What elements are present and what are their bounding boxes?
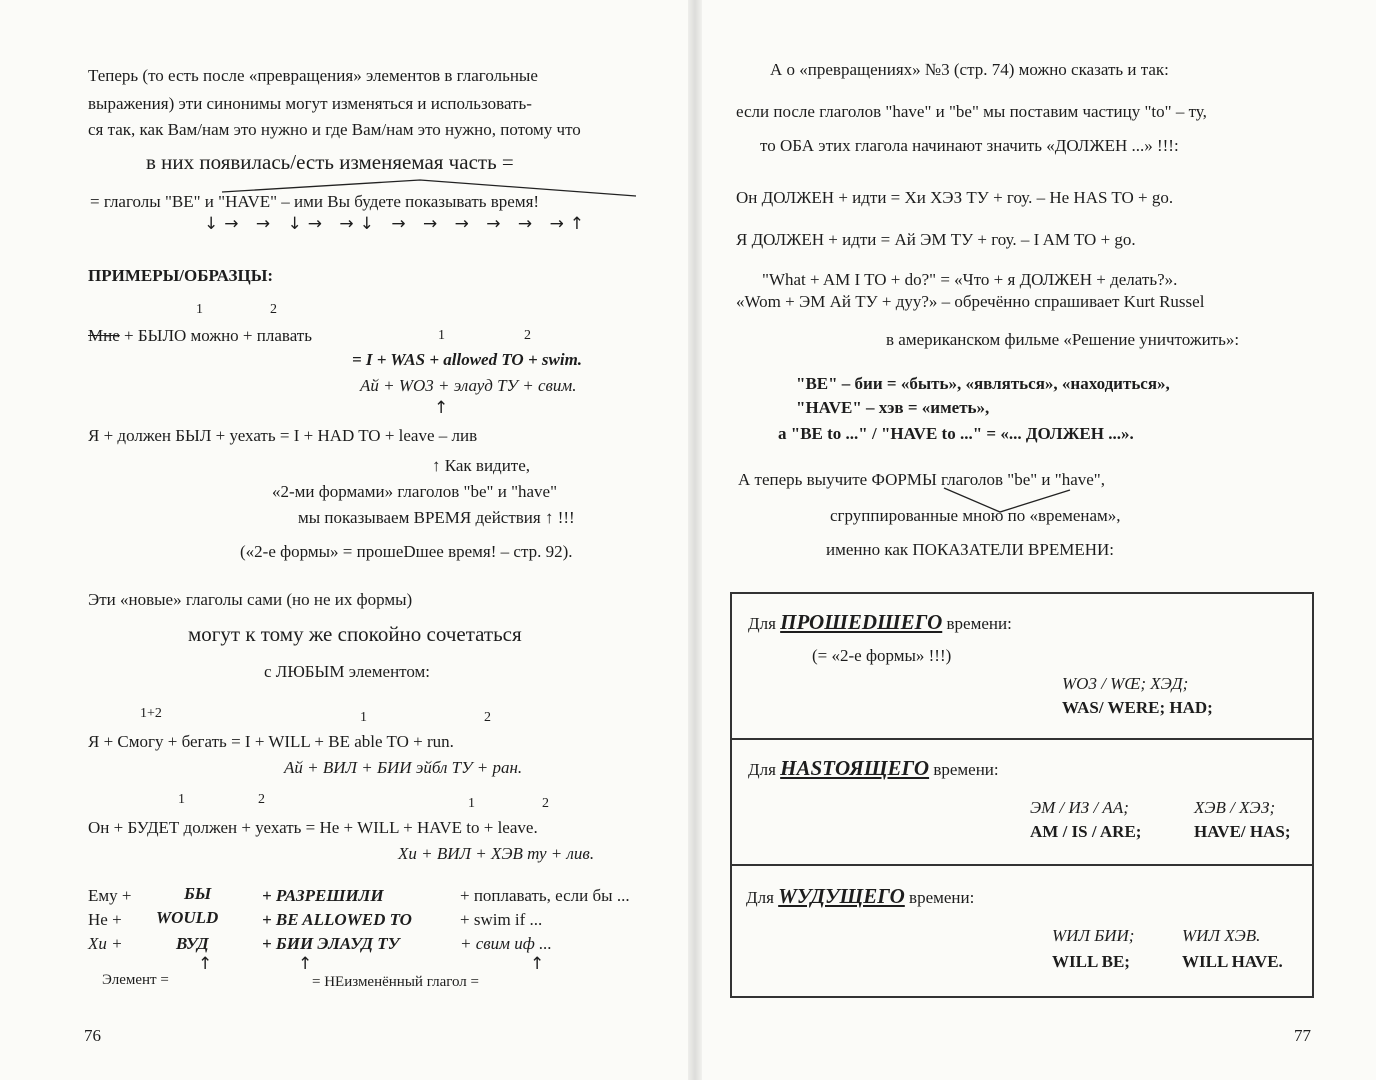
right-intro-3: то ОБА этих глагола начинают значить «ДОЛЖЕН ...» !!!: bbox=[760, 136, 1179, 155]
ex1-num-2: 2 bbox=[270, 302, 277, 317]
future-section bbox=[732, 864, 1312, 998]
ex3-num-3: 2 bbox=[484, 710, 491, 725]
ex1-num-4: 2 bbox=[524, 328, 531, 343]
intro-line-3: ся так, как Вам/нам это нужно и где Вам/нам это нужно, потому что bbox=[88, 120, 581, 139]
ex5-footnote-verb: = НЕизменённый глагол = bbox=[312, 974, 479, 990]
ex2-note-2: «2-ми формами» глаголов "be" и "have" bbox=[272, 482, 558, 501]
ex5-col4-row3: + свим иф ... bbox=[460, 934, 552, 953]
ex1-num-1: 1 bbox=[196, 302, 203, 317]
new-verbs-line-3: с ЛЮБЫМ элементом: bbox=[264, 662, 431, 681]
ex3-num-1: 1+2 bbox=[140, 706, 162, 721]
ex5-up-arrow-1: ↑ bbox=[198, 954, 213, 974]
ex5-col4-row2: + swim if ... bbox=[460, 910, 543, 929]
learn-forms-3: именно как ПОКАЗАТЕЛИ ВРЕМЕНИ: bbox=[826, 540, 1115, 559]
ex1-crossed-word: Мне bbox=[88, 326, 120, 345]
ex4-num-2: 2 bbox=[258, 792, 265, 807]
must-sentence-1: Он ДОЛЖЕН + идти = Хи ХЭЗ ТУ + гоу. – He HAS TO + go. bbox=[736, 188, 1174, 207]
present-transcription-be: ЭМ / ИЗ / АА; bbox=[1030, 798, 1129, 817]
ex3-line-2: Ай + ВИЛ + БИИ эйбл ТУ + ран. bbox=[284, 758, 523, 777]
past-label bbox=[748, 612, 1012, 634]
present-label-prefix: Для bbox=[748, 760, 776, 779]
right-intro-2: если после глаголов "have" и "be" мы поставим частицу "to" – ту, bbox=[736, 102, 1207, 121]
future-forms-have: WILL HAVE. bbox=[1182, 952, 1283, 971]
ex1-line-1 bbox=[88, 326, 312, 346]
right-intro-1: А о «превращениях» №3 (стр. 74) можно сказать и так: bbox=[770, 60, 1169, 79]
intro-line-2: выражения) эти синонимы могут изменяться и использовать- bbox=[88, 94, 532, 113]
ex5-col4-row1: + поплавать, если бы ... bbox=[460, 886, 630, 905]
ex2-note-1: ↑ Как видите, bbox=[432, 456, 531, 475]
present-transcription-have: ХЭВ / ХЭЗ; bbox=[1194, 798, 1276, 817]
book-gutter bbox=[688, 0, 702, 1080]
ex4-num-4: 2 bbox=[542, 796, 549, 811]
ex5-col3-row2: + BE ALLOWED TO bbox=[262, 910, 412, 929]
future-label bbox=[746, 886, 974, 908]
future-label-title: WУДУЩЕГО bbox=[778, 884, 905, 908]
must-sentence-5: в американском фильме «Решение уничтожить»: bbox=[886, 330, 1240, 349]
past-label-suffix: времени: bbox=[946, 614, 1012, 633]
ex5-col3-row1: + РАЗРЕШИЛИ bbox=[262, 886, 384, 905]
future-transcription-be: WИЛ БИИ; bbox=[1052, 926, 1135, 945]
ex5-col2-row2: WOULD bbox=[156, 908, 219, 927]
ex1-num-3: 1 bbox=[438, 328, 445, 343]
future-label-suffix: времени: bbox=[909, 888, 975, 907]
ex1-russian: + БЫЛО можно + плавать bbox=[124, 326, 312, 345]
ex4-line-2: Хи + ВИЛ + ХЭВ ту + лив. bbox=[398, 844, 595, 863]
examples-heading: ПРИМЕРЫ/ОБРАЗЦЫ: bbox=[88, 266, 274, 285]
ex5-up-arrow-3: ↑ bbox=[530, 954, 545, 974]
time-arrows: ↓→ → ↓→ →↓ → → → → → →↑ bbox=[204, 214, 591, 234]
must-sentence-3: "What + AM I TO + do?" = «Что + я ДОЛЖЕН + делать?». bbox=[762, 270, 1178, 289]
definition-have: "HAVE" – хэв = «иметь», bbox=[796, 398, 990, 417]
ex5-col2-row1: БЫ bbox=[184, 884, 212, 903]
ex5-up-arrow-2: ↑ bbox=[298, 954, 313, 974]
intro-line-1: Теперь (то есть после «превращения» элементов в глагольные bbox=[88, 66, 538, 85]
present-section bbox=[732, 738, 1312, 866]
present-forms-be: AM / IS / ARE; bbox=[1030, 822, 1142, 841]
verb-forms-table bbox=[730, 592, 1314, 998]
ex3-num-2: 1 bbox=[360, 710, 367, 725]
future-transcription-have: WИЛ ХЭВ. bbox=[1182, 926, 1261, 945]
intro-line-4: в них появилась/есть изменяемая часть = bbox=[146, 150, 514, 174]
future-forms-be: WILL BE; bbox=[1052, 952, 1130, 971]
ex3-line-1: Я + Смогу + бегать = I + WILL + BE able TO + run. bbox=[88, 732, 454, 751]
past-transcription: WO3 / WŒ; ХЭД; bbox=[1062, 674, 1189, 693]
present-label-title: HASТОЯЩЕГО bbox=[780, 756, 930, 780]
ex1-english: = I + WAS + allowed TO + swim. bbox=[352, 350, 583, 369]
ex5-col3-row3: + БИИ ЭЛАУД ТУ bbox=[262, 934, 400, 953]
ex5-col1-row3: Xu + bbox=[88, 934, 123, 953]
learn-forms-2: сгруппированные мною по «временам», bbox=[830, 506, 1121, 525]
ex5-col2-row3: ВУД bbox=[176, 934, 209, 953]
future-label-prefix: Для bbox=[746, 888, 774, 907]
learn-forms-1: А теперь выучите ФОРМЫ глаголов "be" и "have", bbox=[738, 470, 1105, 489]
ex2-note-4: («2-е формы» = прошеDшее время! – стр. 92). bbox=[240, 542, 573, 561]
ex1-transcription: Ай + WO3 + элауд ТУ + свим. bbox=[360, 376, 577, 395]
page-number-right: 77 bbox=[1294, 1026, 1311, 1045]
page-number-left: 76 bbox=[84, 1026, 101, 1045]
past-note: (= «2-е формы» !!!) bbox=[812, 646, 952, 665]
past-label-title: ПРОШЕDШЕГО bbox=[780, 610, 943, 634]
past-forms: WAS/ WERE; HAD; bbox=[1062, 698, 1213, 717]
ex2-line: Я + должен БЫЛ + уехать = I + HAD TO + leave – лив bbox=[88, 426, 478, 445]
new-verbs-line-2: могут к тому же спокойно сочетаться bbox=[188, 622, 522, 646]
present-forms-have: HAVE/ HAS; bbox=[1194, 822, 1291, 841]
ex1-up-arrow: ↑ bbox=[434, 398, 449, 418]
past-label-prefix: Для bbox=[748, 614, 776, 633]
ex5-col1-row1: Ему + bbox=[88, 886, 132, 905]
definition-must: а "BE to ..." / "HAVE to ..." = «... ДОЛЖЕН ...». bbox=[778, 424, 1134, 443]
present-label bbox=[748, 758, 999, 780]
ex5-footnote-element: Элемент = bbox=[102, 972, 169, 988]
ex5-col1-row2: He + bbox=[88, 910, 122, 929]
ex2-note-3: мы показываем ВРЕМЯ действия ↑ !!! bbox=[298, 508, 575, 527]
ex4-line-1: Он + БУДЕТ должен + уехать = He + WILL + HAVE to + leave. bbox=[88, 818, 538, 837]
must-sentence-2: Я ДОЛЖЕН + идти = Ай ЭМ ТУ + гоу. – I AM TO + go. bbox=[736, 230, 1136, 249]
new-verbs-line-1: Эти «новые» глаголы сами (но не их формы) bbox=[88, 590, 413, 609]
present-label-suffix: времени: bbox=[933, 760, 999, 779]
must-sentence-4: «Wom + ЭМ Ай ТУ + дуу?» – обречённо спрашивает Kurt Russel bbox=[736, 292, 1205, 311]
ex4-num-1: 1 bbox=[178, 792, 185, 807]
intro-line-5: = глаголы "BE" и "HAVE" – ими Вы будете показывать время! bbox=[90, 192, 540, 211]
definition-be: "BE" – бии = «быть», «являться», «находиться», bbox=[796, 374, 1170, 393]
ex4-num-3: 1 bbox=[468, 796, 475, 811]
